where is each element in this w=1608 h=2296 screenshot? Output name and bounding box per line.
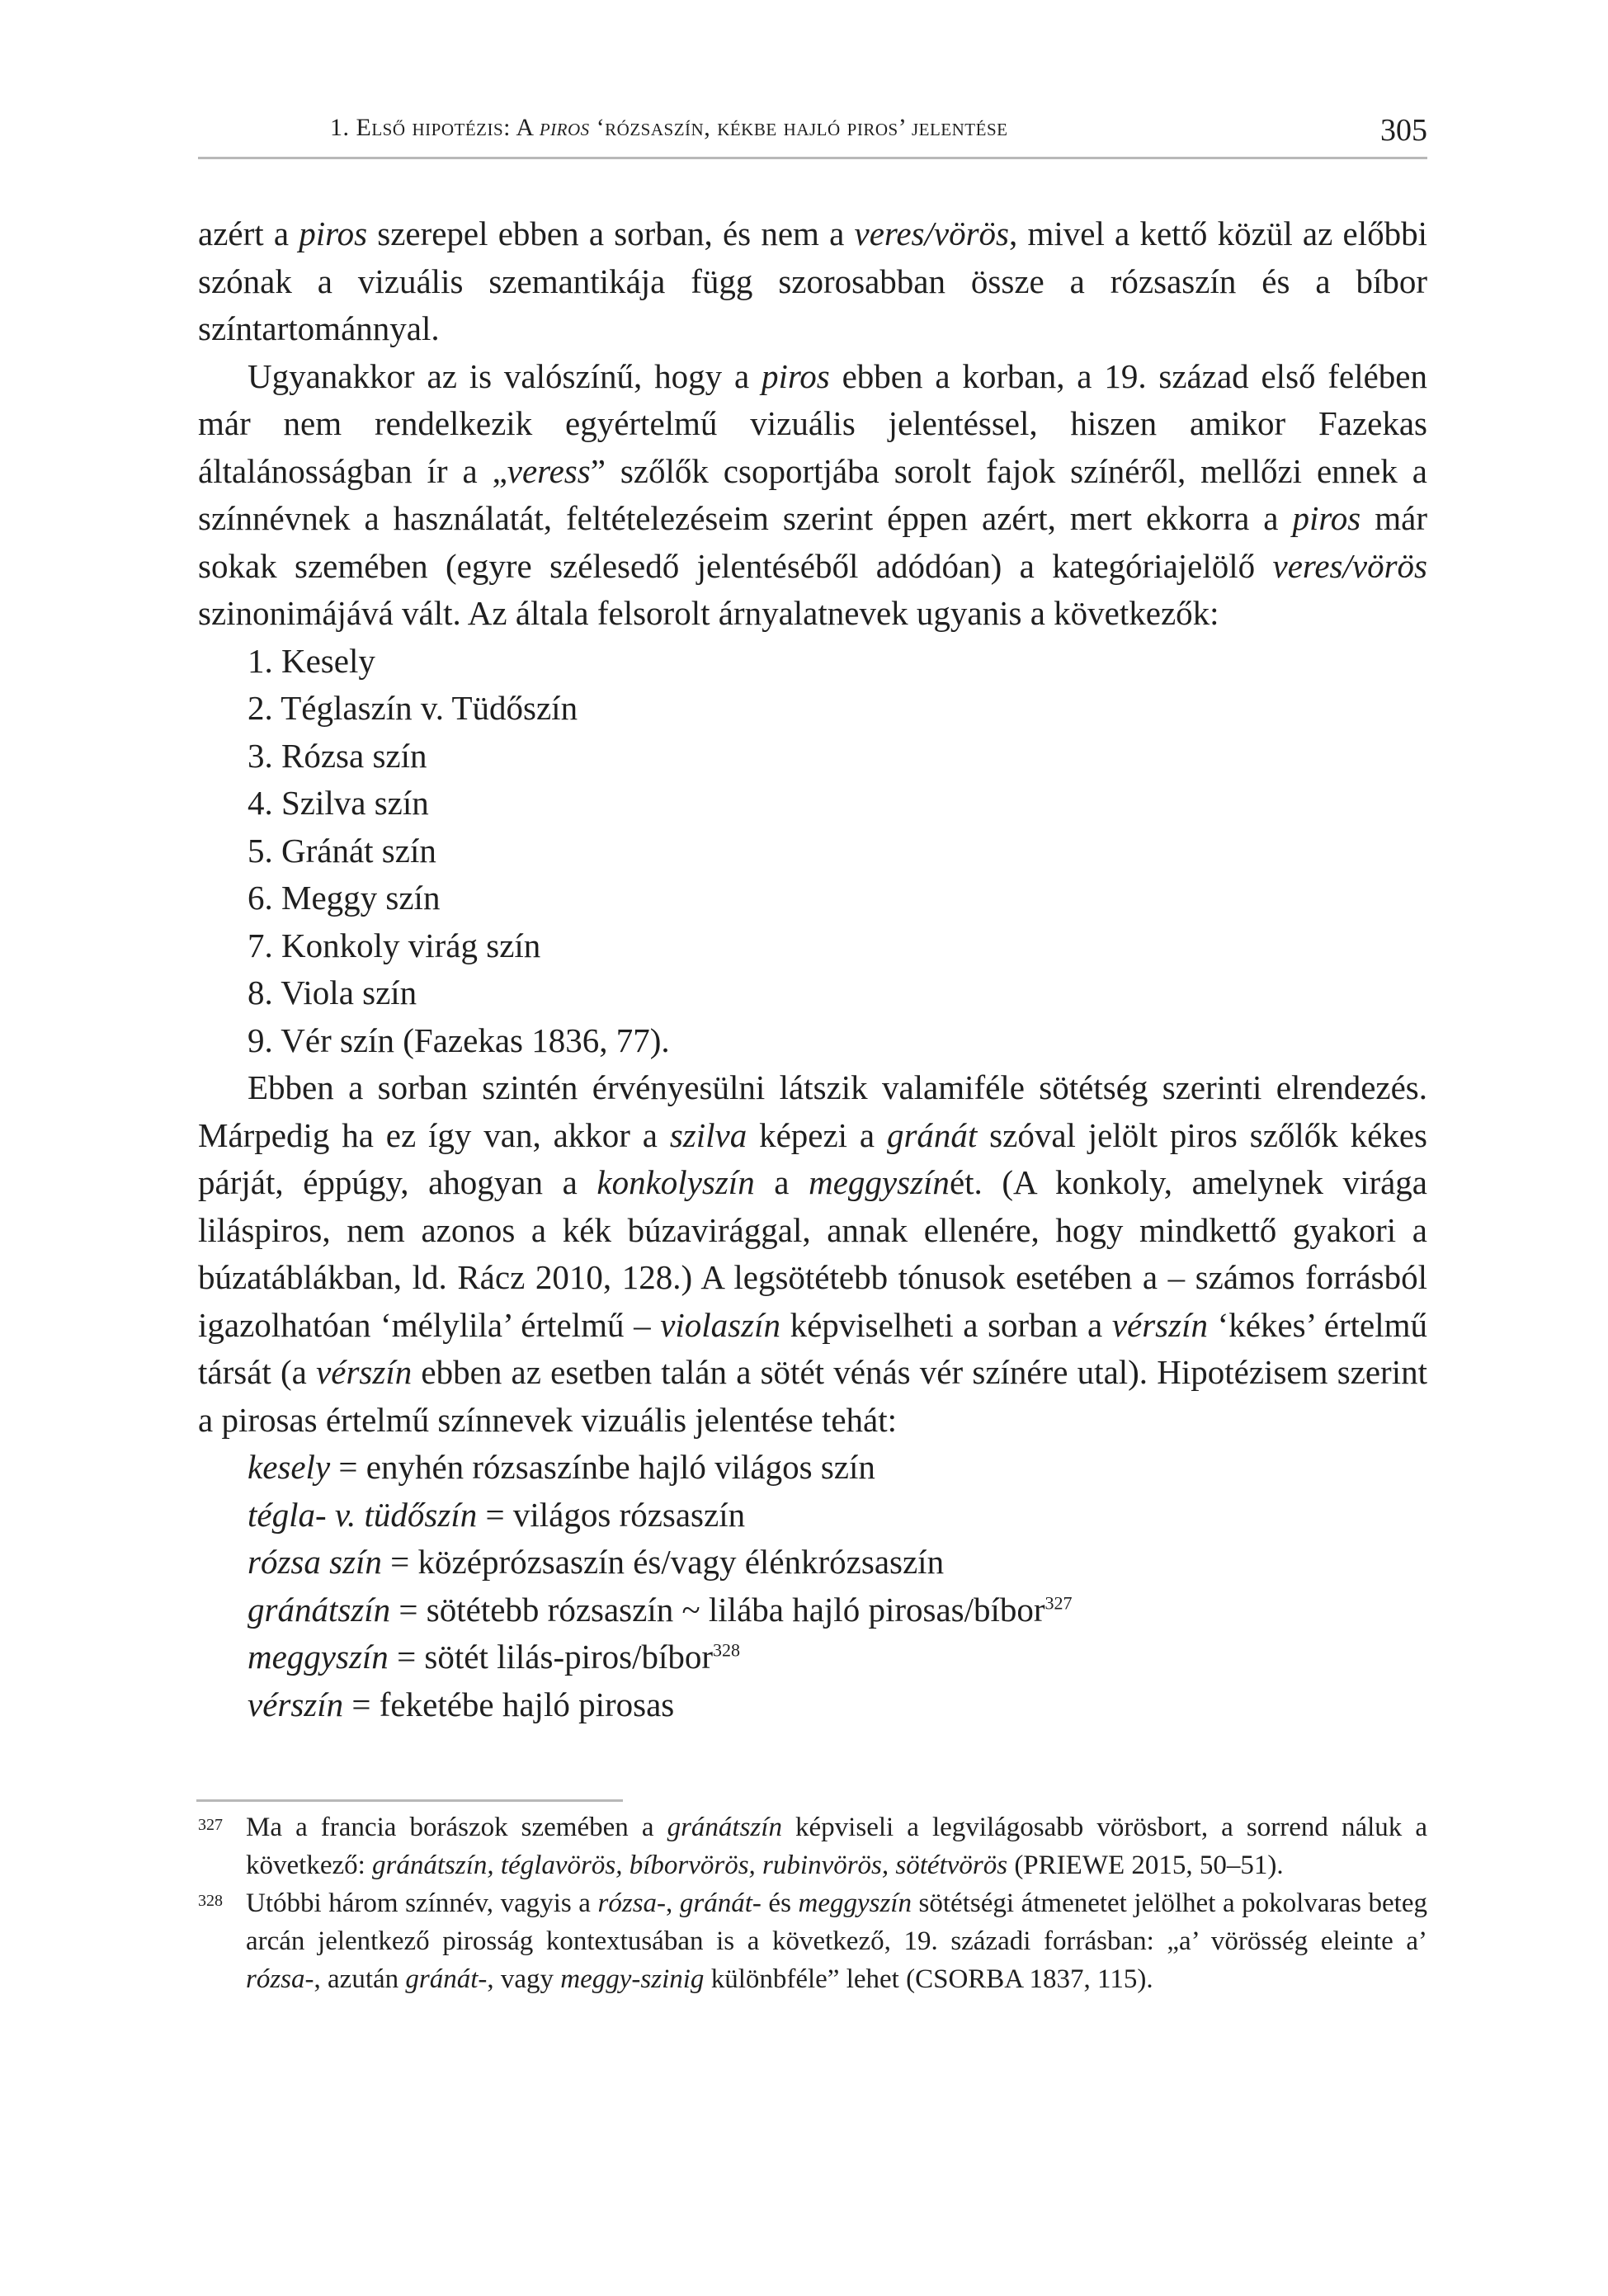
text-run: -, [657, 1888, 680, 1918]
page-number: 305 [1380, 113, 1427, 148]
list-item: 9. Vér szín (Fazekas 1836, 77). [248, 1021, 670, 1059]
text-run: képezi a [747, 1115, 887, 1154]
definition-list [198, 1444, 1427, 1728]
italic-term: piros [761, 356, 830, 395]
text-run: , mivel a kettő közül az előbbi szónak a vizuális szemantikája függ szorosabban össze a rózsaszín és a bíbor színtartománnyal. [198, 215, 1427, 347]
list-item: 2. Téglaszín v. Tüdőszín [248, 689, 578, 727]
italic-term: konkolyszín [597, 1163, 755, 1201]
text-run: szinonimájává vált. Az általa felsorolt árnyalatnevek ugyanis a következők: [198, 594, 1219, 632]
italic-term: veres/vörös [1272, 546, 1427, 585]
running-header [198, 114, 1427, 155]
body-text [198, 210, 1427, 1728]
text-run: -, azután [304, 1964, 406, 1994]
paragraph [198, 210, 1427, 353]
list-item: 3. Rózsa szín [248, 736, 427, 775]
definition-term: rózsa szín [248, 1543, 382, 1581]
text-run: -, vagy [478, 1964, 561, 1994]
italic-term: gránátszín, téglavörös, bíborvörös, rubinvörös, sötétvörös [372, 1850, 1008, 1880]
list-item: 1. Kesely [248, 641, 375, 680]
italic-term: meggyszín [798, 1888, 912, 1918]
italic-term: piros [1292, 499, 1361, 537]
paragraph [198, 1064, 1427, 1444]
text-run: Ma a francia borászok szemében a [246, 1813, 667, 1842]
running-title [330, 114, 1007, 142]
text-run: sötétségi átmenetet jelölhet a pokolvaras beteg arcán jelentkező pirosság kontextusában is a következő, 19. századi forrásban: „a’ vörösség eleinte a’ [246, 1888, 1427, 1956]
list-item: 6. Meggy szín [248, 879, 441, 917]
footnote-text [246, 1813, 1427, 1880]
text-run: képviseli a legvilágosabb vörösbort, a sorrend náluk a következő: [246, 1813, 1427, 1880]
definition-term: kesely [248, 1448, 331, 1486]
italic-term: meggyszín [809, 1163, 950, 1201]
list-item: 8. Viola szín [248, 974, 417, 1011]
definition-meaning: = feketébe hajló pirosas [343, 1685, 675, 1723]
italic-term: vérszín [316, 1353, 413, 1391]
footnote-text [246, 1888, 1427, 1994]
italic-term: violaszín [660, 1305, 780, 1344]
header-rule [198, 157, 1427, 159]
definition-item [198, 1492, 1427, 1539]
text-run: képviselheti a sorban a [780, 1305, 1112, 1344]
footnote-ref[interactable]: 327 [1044, 1591, 1073, 1613]
definition-meaning: = enyhén rózsaszínbe hajló világos szín [330, 1448, 875, 1486]
footnote-328 [198, 1884, 1427, 1998]
definition-item [198, 1586, 1427, 1634]
text-run: - és [752, 1888, 799, 1918]
definition-term: vérszín [248, 1685, 344, 1723]
italic-term: veres/vörös [854, 215, 1010, 252]
footnote-separator [196, 1799, 623, 1802]
running-title-part: ‘rózsaszín, kékbe hajló piros’ jelentése [589, 114, 1008, 141]
text-run: különbféle” lehet (CSORBA 1837, 115). [704, 1964, 1153, 1994]
footnote-number: 327 [198, 1816, 223, 1834]
definition-term: tégla- v. tüdőszín [248, 1495, 478, 1534]
list-item: 7. Konkoly virág szín [248, 926, 541, 964]
text-run: Ebben a sorban szintén érvényesülni látszik valamiféle sötétség szerinti elrendezés. Márpedig ha ez így van, akkor a [198, 1068, 1427, 1154]
list-item: 5. Gránát szín [248, 831, 436, 870]
italic-term: gránát [679, 1888, 752, 1918]
text-run: (PRIEWE 2015, 50–51). [1007, 1850, 1284, 1880]
text-run: szóval jelölt piros szőlők kékes párját, éppúgy, ahogyan a [198, 1115, 1427, 1201]
italic-term: szilva [669, 1115, 747, 1154]
definition-item [198, 1539, 1427, 1586]
footnote-327 [198, 1808, 1427, 1884]
italic-term: gránát [405, 1964, 479, 1994]
text-run: ét. (A konkoly, amelynek virága liláspiros, nem azonos a kék búzavirággal, annak ellenére, hogy mindkettő gyakori a búzatáblákban, ld. Rácz 2010, 128.) A legsötétebb tónusok esetében a – számos forrásból igazolhatóan ‘mélylila’ értelmű – [198, 1163, 1428, 1344]
list-item: 4. Szilva szín [248, 784, 429, 822]
definition-meaning: = világos rózsaszín [477, 1495, 746, 1534]
text-run: Ugyanakkor az is valószínű, hogy a [248, 356, 762, 395]
italic-term: gránátszín [667, 1813, 782, 1842]
definition-term: gránátszín [248, 1590, 391, 1629]
footnote-number: 328 [198, 1892, 223, 1910]
definition-term: meggyszín [248, 1638, 389, 1676]
definition-item [198, 1634, 1427, 1681]
text-run: Utóbbi három színnév, vagyis a [246, 1888, 598, 1918]
italic-term: meggy-szinig [560, 1964, 705, 1994]
italic-term: rózsa [597, 1888, 658, 1918]
italic-term: rózsa [246, 1964, 305, 1994]
italic-term: gránát [886, 1115, 978, 1154]
paragraph [198, 353, 1427, 638]
footnote-ref[interactable]: 328 [713, 1639, 741, 1661]
italic-term: piros [299, 215, 368, 252]
text-run: ebben a korban, a 19. század első felében már nem rendelkezik egyértelmű vizuális jelentéssel, hiszen amikor Fazekas általánosságban ír a „ [198, 356, 1427, 490]
italic-term: vérszín [1111, 1305, 1208, 1344]
definition-meaning: = középrózsaszín és/vagy élénkrózsaszín [381, 1543, 945, 1581]
text-run: már sokak szemében (egyre szélesedő jelentéséből adódóan) a kategóriajelölő [198, 499, 1427, 585]
text-run: szerepel ebben a sorban, és nem a [367, 215, 855, 252]
text-run: azért a [198, 215, 299, 252]
definition-meaning: = sötétebb rózsaszín ~ lilába hajló pirosas/bíbor [390, 1590, 1045, 1629]
definition-meaning: = sötét lilás-piros/bíbor [388, 1638, 714, 1676]
text-run: a [754, 1163, 809, 1201]
definition-item [198, 1681, 1427, 1729]
footnotes [198, 1808, 1427, 1998]
running-title-part: piros [539, 114, 590, 141]
text-run: ebben az esetben talán a sötét vénás vér színére utal). Hipotézisem szerint a pirosas értelmű színnevek vizuális jelentése tehát: [198, 1353, 1427, 1439]
running-title-part: 1. Első hipotézis: A [330, 114, 540, 141]
shade-list [198, 638, 1427, 1065]
italic-term: veress [507, 451, 591, 490]
text-run: ‘kékes’ értelmű társát (a [198, 1305, 1427, 1391]
definition-item [198, 1444, 1427, 1492]
text-run: ” szőlők csoportjába sorolt fajok színéről, mellőzi ennek a színnévnek a használatát, feltételezéseim szerint éppen azért, mert ekkorra a [198, 451, 1427, 537]
